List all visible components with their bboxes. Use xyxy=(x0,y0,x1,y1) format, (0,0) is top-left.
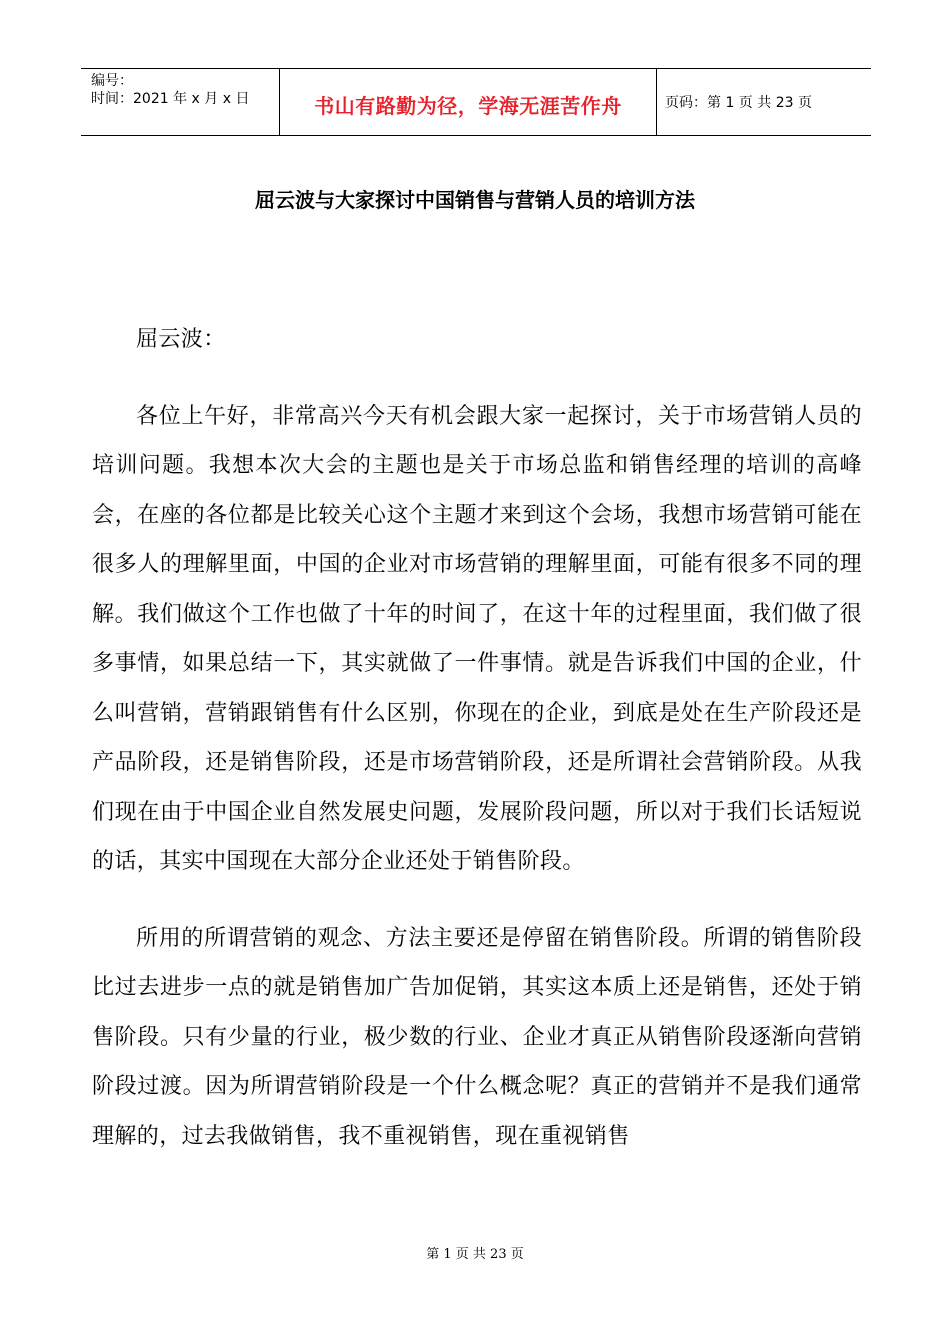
header-motto-cell xyxy=(280,69,657,135)
document-date-label: 时间：2021 年 x 月 x 日 xyxy=(91,91,250,107)
document-number-label: 编号： xyxy=(91,73,133,89)
page-footer: 第 1 页 共 23 页 xyxy=(426,1247,524,1262)
header-motto: 书山有路勤为径，学海无涯苦作舟 xyxy=(314,93,622,118)
body-paragraph: 所用的所谓营销的观念、方法主要还是停留在销售阶段。所谓的销售阶段比过去进步一点的就是销售加广告加促销，其实这本质上还是销售，还处于销售阶段。只有少量的行业，极少数的行业、企业才真正从销售阶段逐渐向营销阶段过渡。因为所谓营销阶段是一个什么概念呢？真正的营销并不是我们通常理解的，过去我做销售，我不重视销售，现在重视销售 xyxy=(92,925,862,1149)
header-meta-cell xyxy=(81,69,280,135)
speaker-label: 屈云波： xyxy=(136,327,226,352)
document-title: 屈云波与大家探讨中国销售与营销人员的培训方法 xyxy=(255,188,695,212)
header-page-cell xyxy=(657,69,871,135)
document-body xyxy=(92,315,862,1161)
header-page-info: 页码：第 1 页 共 23 页 xyxy=(665,95,812,111)
document-header xyxy=(81,68,871,136)
body-paragraph: 各位上午好，非常高兴今天有机会跟大家一起探讨，关于市场营销人员的培训问题。我想本次大会的主题也是关于市场总监和销售经理的培训的高峰会，在座的各位都是比较关心这个主题才来到这个会场，我想市场营销可能在很多人的理解里面，中国的企业对市场营销的理解里面，可能有很多不同的理解。我们做这个工作也做了十年的时间了，在这十年的过程里面，我们做了很多事情，如果总结一下，其实就做了一件事情。就是告诉我们中国的企业，什么叫营销，营销跟销售有什么区别，你现在的企业，到底是处在生产阶段还是产品阶段，还是销售阶段，还是市场营销阶段，还是所谓社会营销阶段。从我们现在由于中国企业自然发展史问题，发展阶段问题，所以对于我们长话短说的话，其实中国现在大部分企业还处于销售阶段。 xyxy=(92,403,862,874)
